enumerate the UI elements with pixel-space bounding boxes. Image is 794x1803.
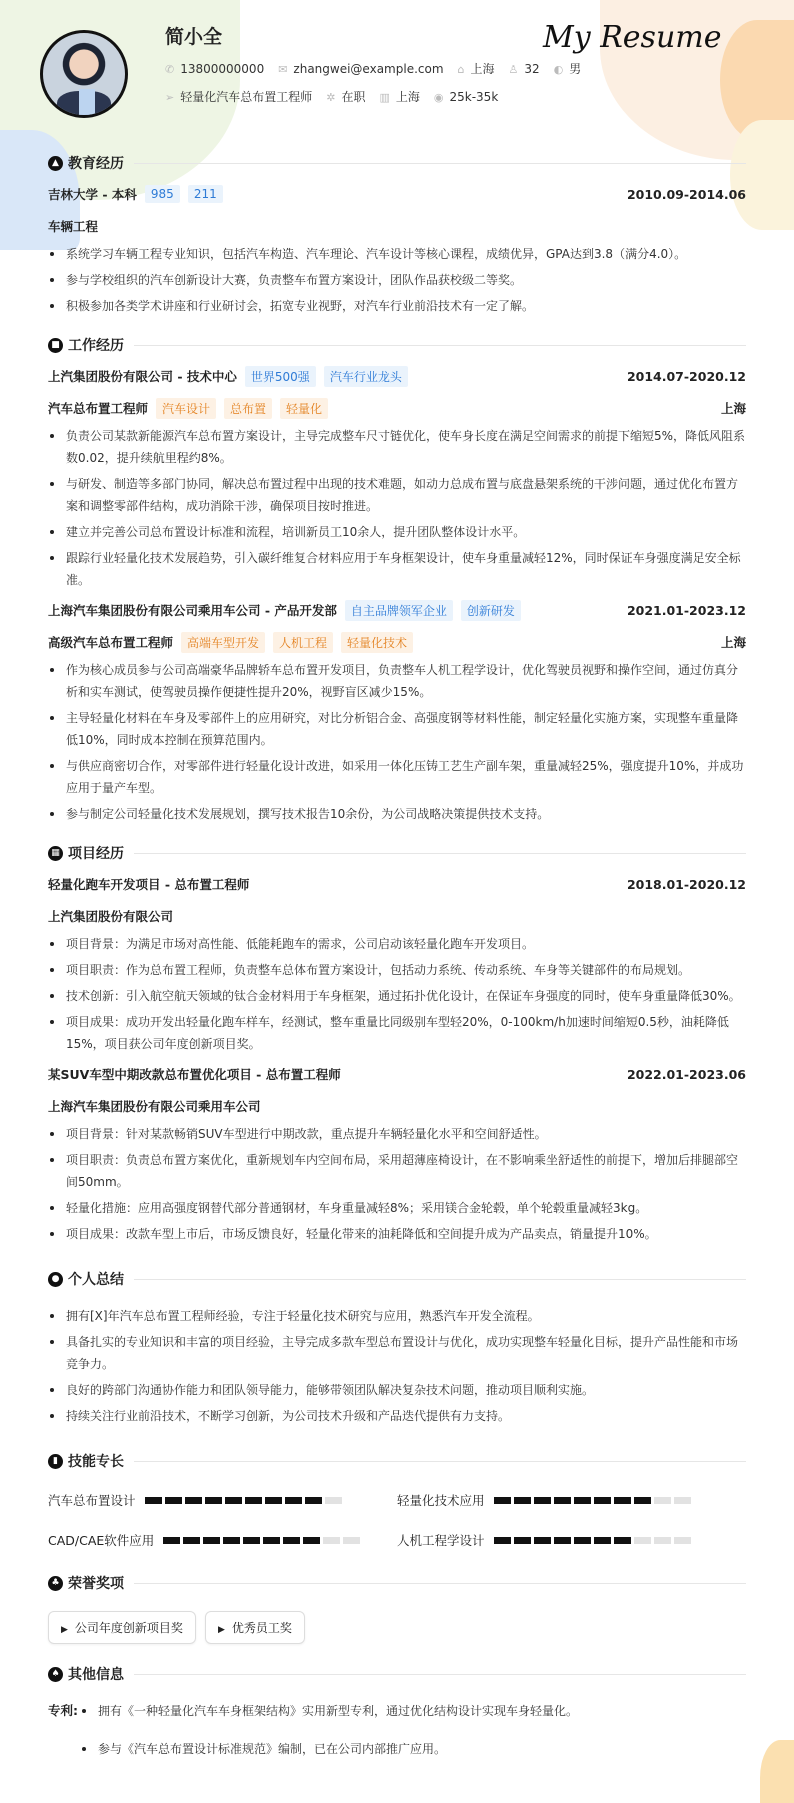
skill-level-segment (145, 1497, 162, 1504)
skill-level-segment (163, 1537, 180, 1544)
skill-item (48, 1531, 397, 1549)
skill-item (397, 1531, 746, 1549)
project-company-row (48, 1093, 746, 1119)
patents (48, 1700, 746, 1776)
section-title: 个人总结 (68, 1272, 124, 1288)
skill-level-segment (634, 1497, 651, 1504)
project-bullets (48, 933, 746, 1055)
company-tag: 创新研发 (461, 600, 521, 621)
bullet-item: 建立并完善公司总布置设计标准和流程，培训新员工10余人，提升团队整体设计水平。 (48, 521, 746, 543)
date: 2014.07-2020.12 (626, 368, 746, 384)
section-work (48, 333, 746, 357)
status-icon: ✲ (326, 91, 336, 104)
section-projects (48, 841, 746, 865)
job-entry (48, 363, 746, 591)
job-intent-line (165, 88, 498, 105)
project-company: 上汽集团股份有限公司 (48, 909, 174, 924)
chart-icon: ▮ (48, 1454, 63, 1469)
position: 高级汽车总布置工程师 (48, 635, 174, 650)
date: 2022.01-2023.06 (626, 1066, 746, 1082)
bullet-item: 项目背景：为满足市场对高性能、低能耗跑车的需求，公司启动该轻量化跑车开发项目。 (48, 933, 746, 955)
bullet-item: 项目成果：成功开发出轻量化跑车样车，经测试，整车重量比同级别车型轻20%，0-100km/h加速时间缩短0.5秒，油耗降低15%，项目获公司年度创新项目奖。 (48, 1011, 746, 1055)
position-row (48, 395, 746, 421)
major (48, 213, 746, 239)
summary-bullets (48, 1305, 746, 1427)
awards-list (48, 1611, 746, 1644)
bullet-item: 项目职责：作为总布置工程师，负责整车总体布置方案设计，包括动力系统、传动系统、车身等关键部件的布局规划。 (48, 959, 746, 981)
salary: 25k-35k (449, 89, 499, 104)
city: 上海 (720, 635, 746, 650)
major-text: 车辆工程 (48, 219, 99, 234)
skill-level-segment (534, 1497, 551, 1504)
skill-level-segment (554, 1537, 571, 1544)
skill-level-segment (223, 1537, 240, 1544)
send-icon: ➢ (165, 91, 175, 104)
section-other (48, 1662, 746, 1686)
skill-level-segment (285, 1497, 302, 1504)
info-icon: ♠ (48, 1667, 63, 1682)
skill-level-segment (325, 1497, 342, 1504)
company-tag: 自主品牌领军企业 (345, 600, 453, 621)
patent-label: 专利: (48, 1703, 78, 1718)
skill-level-segment (225, 1497, 242, 1504)
skill-level-segment (614, 1537, 631, 1544)
skill-level-segment (265, 1497, 282, 1504)
skill-level-segment (243, 1537, 260, 1544)
bullet-item: 项目职责：负责总布置方案优化，重新规划车内空间布局，采用超薄座椅设计，在不影响乘坐舒适性的前提下，增加后排腿部空间50mm。 (48, 1149, 746, 1193)
email: zhangwei@example.com (293, 61, 444, 76)
skill-level-bar (494, 1497, 691, 1504)
skill-level-segment (283, 1537, 300, 1544)
bullet-item: 参与学校组织的汽车创新设计大赛，负责整车布置方案设计，团队作品获校级二等奖。 (48, 269, 746, 291)
skill-level-segment (594, 1537, 611, 1544)
tag: 211 (188, 185, 223, 203)
salary-icon: ◉ (433, 90, 444, 104)
bullet-item: 主导轻量化材料在车身及零部件上的应用研究，对比分析铝合金、高强度钢等材料性能，制定轻量化实施方案，实现整车重量降低10%，同时成本控制在预算范围内。 (48, 707, 746, 751)
skill-level-segment (323, 1537, 340, 1544)
city: 上海 (720, 401, 746, 416)
bullet-item: 负责公司某款新能源汽车总布置方案设计，主导完成整车尺寸链优化，使车身长度在满足空间需求的前提下缩短5%，降低风阻系数0.02，提升续航里程约8%。 (48, 425, 746, 469)
bullet-item: 技术创新：引入航空航天领域的钛合金材料用于车身框架，通过拓扑优化设计，在保证车身强度的同时，使车身重量降低30%。 (48, 985, 746, 1007)
section-awards (48, 1571, 746, 1595)
section-title: 教育经历 (68, 156, 124, 172)
bullet-item: 拥有[X]年汽车总布置工程师经验，专注于轻量化技术研究与应用，熟悉汽车开发全流程。 (48, 1305, 746, 1327)
skill-level-segment (574, 1497, 591, 1504)
position-tag: 汽车设计 (156, 398, 216, 419)
skill-level-segment (343, 1537, 360, 1544)
skill-level-bar (494, 1537, 691, 1544)
award-icon: ♣ (48, 1576, 63, 1591)
section-title: 技能专长 (68, 1454, 124, 1470)
position: 汽车总布置工程师 (48, 401, 149, 416)
bullet-item: 持续关注行业前沿技术，不断学习创新，为公司技术升级和产品迭代提供有力支持。 (48, 1405, 746, 1427)
project-bullets (48, 1123, 746, 1245)
skill-level-segment (514, 1537, 531, 1544)
position-tag: 轻量化 (280, 398, 328, 419)
project-row (48, 871, 746, 897)
skill-name: 轻量化技术应用 (397, 1493, 485, 1508)
phone: 13800000000 (180, 61, 265, 76)
bullet-item: 与供应商密切合作，对零部件进行轻量化设计改进，如采用一体化压铸工艺生产副车架，重量减轻25%，强度提升10%，并成功应用于量产车型。 (48, 755, 746, 799)
bullet-item: 项目背景：针对某款畅销SUV车型进行中期改款，重点提升车辆轻量化水平和空间舒适性。 (48, 1123, 746, 1145)
target-city: 上海 (395, 90, 420, 104)
candidate-name: 简小全 (165, 26, 223, 48)
skills-grid (48, 1491, 746, 1549)
date: 2021.01-2023.12 (626, 602, 746, 618)
gender-icon: ◐ (553, 63, 564, 76)
position-tag: 总布置 (224, 398, 272, 419)
skill-level-bar (145, 1497, 342, 1504)
job-bullets (48, 425, 746, 591)
graduation-icon: ▲ (48, 156, 63, 171)
skill-level-segment (245, 1497, 262, 1504)
skill-level-segment (614, 1497, 631, 1504)
home-icon: ⌂ (457, 63, 465, 76)
position-tag: 高端车型开发 (181, 632, 265, 653)
skill-level-segment (494, 1497, 511, 1504)
project-row (48, 1061, 746, 1087)
company: 上汽集团股份有限公司 - 技术中心 (48, 369, 237, 384)
my-resume-title: My Resume (543, 20, 722, 55)
skill-level-segment (674, 1537, 691, 1544)
section-title: 工作经历 (68, 338, 124, 354)
skill-level-segment (654, 1537, 671, 1544)
bullet-item: 参与制定公司轻量化技术发展规划，撰写技术报告10余份，为公司战略决策提供技术支持。 (48, 803, 746, 825)
age: 32 (524, 61, 540, 76)
briefcase-icon: ■ (48, 338, 63, 353)
bullet-item: 拥有《一种轻量化汽车车身框架结构》实用新型专利，通过优化结构设计实现车身轻量化。 (80, 1700, 578, 1722)
skill-level-segment (494, 1537, 511, 1544)
project-company-row (48, 903, 746, 929)
section-education (48, 151, 746, 175)
skill-level-segment (303, 1537, 320, 1544)
bullet-item: 具备扎实的专业知识和丰富的项目经验，主导完成多款车型总布置设计与优化，成功实现整车轻量化目标，提升产品性能和市场竞争力。 (48, 1331, 746, 1375)
bullet-item: 与研发、制造等多部门协同，解决总布置过程中出现的技术难题，如动力总成布置与底盘悬架系统的干涉问题，通过优化布置方案和调整零部件结构，成功消除干涉，确保项目按时推进。 (48, 473, 746, 517)
bullet-item: 系统学习车辆工程专业知识，包括汽车构造、汽车理论、汽车设计等核心课程，成绩优异，GPA达到3.8（满分4.0）。 (48, 243, 746, 265)
target-job: 轻量化汽车总布置工程师 (180, 90, 313, 104)
section-summary (48, 1267, 746, 1291)
bullet-item: 轻量化措施：应用高强度钢替代部分普通钢材，车身重量减轻8%；采用镁合金轮毂，单个轮毂重量减轻3kg。 (48, 1197, 746, 1219)
date: 2018.01-2020.12 (626, 876, 746, 892)
award-item: ▶ 公司年度创新项目奖 (48, 1611, 196, 1644)
bullet-item: 积极参加各类学术讲座和行业研讨会，拓宽专业视野，对汽车行业前沿技术有一定了解。 (48, 295, 746, 317)
job-bullets (48, 659, 746, 825)
skill-level-segment (674, 1497, 691, 1504)
project-company: 上海汽车集团股份有限公司乘用车公司 (48, 1099, 261, 1114)
company-row (48, 363, 746, 389)
job-status: 在职 (341, 90, 366, 104)
project-name: 轻量化跑车开发项目 - 总布置工程师 (48, 877, 250, 892)
company-tag: 汽车行业龙头 (324, 366, 408, 387)
bullet-item: 跟踪行业轻量化技术发展趋势，引入碳纤维复合材料应用于车身框架设计，使车身重量减轻12%，同时保证车身强度满足安全标准。 (48, 547, 746, 591)
project-entry (48, 1061, 746, 1245)
company: 上海汽车集团股份有限公司乘用车公司 - 产品开发部 (48, 603, 337, 618)
grid-icon: ▦ (48, 846, 63, 861)
skill-name: CAD/CAE软件应用 (48, 1533, 155, 1548)
skill-item (48, 1491, 397, 1509)
gender: 男 (569, 62, 582, 76)
skill-level-segment (574, 1537, 591, 1544)
resume-header (48, 0, 746, 135)
tag: 985 (145, 185, 180, 203)
skill-level-segment (634, 1537, 651, 1544)
location: 上海 (470, 62, 495, 76)
skill-name: 汽车总布置设计 (48, 1493, 136, 1508)
school: 吉林大学 - 本科 (48, 187, 137, 202)
bullet-item: 作为核心成员参与公司高端豪华品牌轿车总布置开发项目，负责整车人机工程学设计，优化驾驶员视野和操作空间，通过仿真分析和实车测试，使驾驶员操作便捷性提升20%，视野盲区减少15%。 (48, 659, 746, 703)
skill-level-segment (514, 1497, 531, 1504)
project-name: 某SUV车型中期改款总布置优化项目 - 总布置工程师 (48, 1067, 341, 1082)
education-bullets (48, 243, 746, 317)
patent-bullets (80, 1700, 578, 1776)
bullet-item: 项目成果：改款车型上市后，市场反馈良好，轻量化带来的油耗降低和空间提升成为产品卖点，销量提升10%。 (48, 1223, 746, 1245)
section-title: 项目经历 (68, 846, 124, 862)
building-icon: ▥ (379, 91, 390, 104)
mail-icon: ✉ (278, 62, 288, 76)
skill-level-segment (203, 1537, 220, 1544)
skill-name: 人机工程学设计 (397, 1533, 485, 1548)
skill-level-segment (183, 1537, 200, 1544)
job-entry (48, 597, 746, 825)
education-row (48, 181, 746, 207)
skill-level-segment (554, 1497, 571, 1504)
award-item: ▶ 优秀员工奖 (205, 1611, 305, 1644)
skill-level-bar (163, 1537, 360, 1544)
skill-level-segment (165, 1497, 182, 1504)
bullet-item: 参与《汽车总布置设计标准规范》编制，已在公司内部推广应用。 (80, 1738, 578, 1760)
skill-level-segment (305, 1497, 322, 1504)
skill-level-segment (654, 1497, 671, 1504)
avatar (40, 30, 128, 118)
company-tag: 世界500强 (245, 366, 316, 387)
position-tag: 轻量化技术 (341, 632, 413, 653)
user-icon: ● (48, 1272, 63, 1287)
position-tag: 人机工程 (273, 632, 333, 653)
section-skills (48, 1449, 746, 1473)
project-entry (48, 871, 746, 1055)
skill-level-segment (205, 1497, 222, 1504)
skill-level-segment (185, 1497, 202, 1504)
skill-level-segment (534, 1537, 551, 1544)
age-icon: ♙ (508, 62, 519, 76)
bullet-item: 良好的跨部门沟通协作能力和团队领导能力，能够带领团队解决复杂技术问题，推动项目顺利实施。 (48, 1379, 746, 1401)
section-title: 荣誉奖项 (68, 1576, 124, 1592)
skill-item (397, 1491, 746, 1509)
company-row (48, 597, 746, 623)
position-row (48, 629, 746, 655)
skill-level-segment (594, 1497, 611, 1504)
date: 2010.09-2014.06 (626, 186, 746, 202)
section-title: 其他信息 (68, 1667, 124, 1683)
contact-line (165, 60, 581, 77)
phone-icon: ✆ (165, 62, 175, 76)
skill-level-segment (263, 1537, 280, 1544)
